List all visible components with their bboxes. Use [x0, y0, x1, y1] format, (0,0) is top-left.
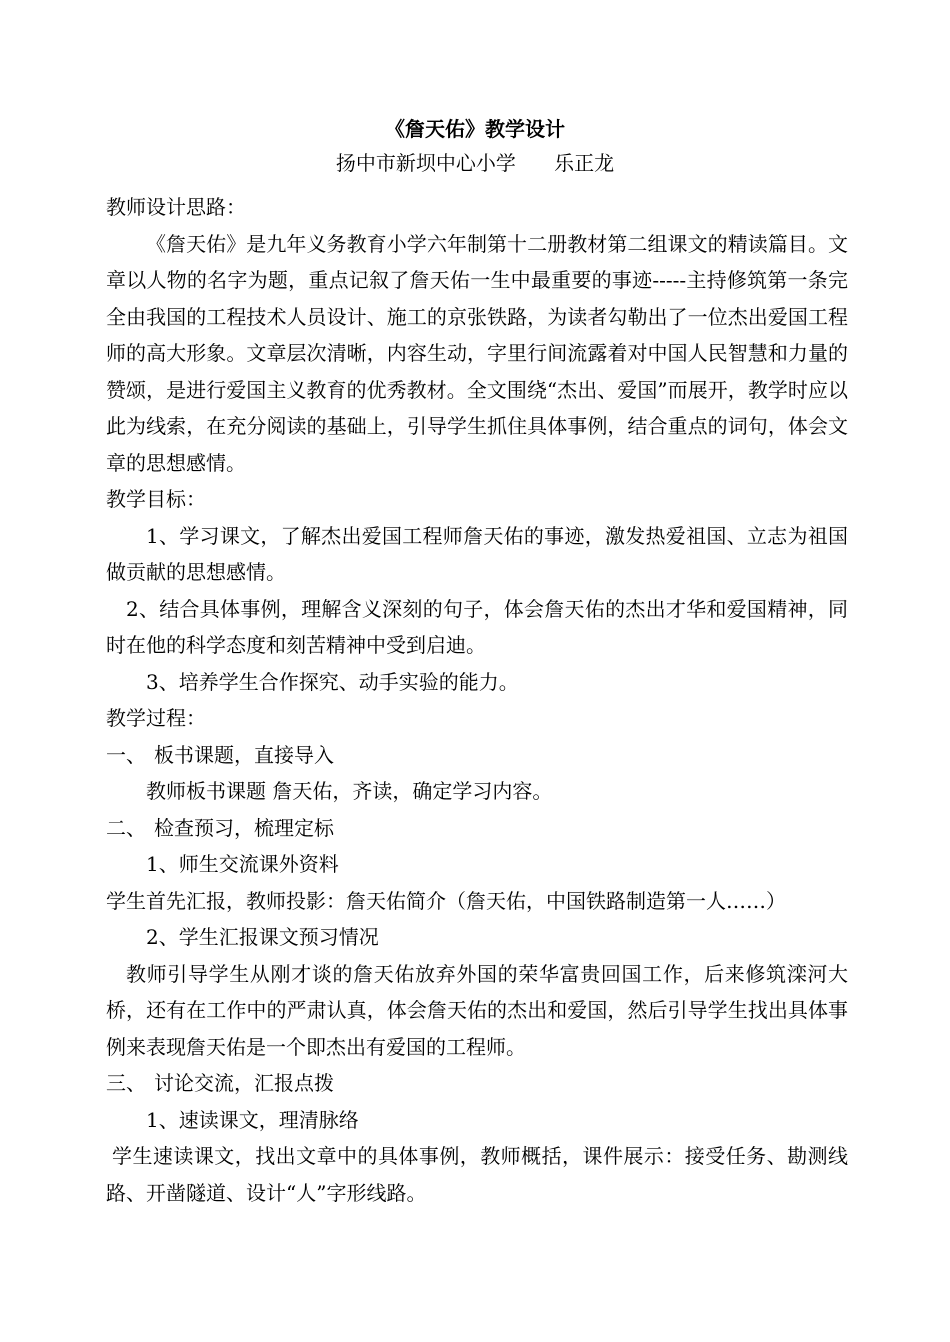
- step-2-heading: [106, 810, 848, 847]
- step-2-sub-2-body: 教师引导学生从刚才谈的詹天佑放弃外国的荣华富贵回国工作，后来修筑滦河大桥，还有在工作中的严肃认真，体会詹天佑的杰出和爱国，然后引导学生找出具体事例来表现詹天佑是一个即杰出有爱国的工程师。: [106, 961, 848, 1059]
- step-3-title: 讨论交流，汇报点拨: [154, 1071, 334, 1095]
- step-3-subheading-1: 1、速读课文，理清脉络: [146, 1107, 359, 1132]
- document-body: [106, 189, 848, 1211]
- step-2-subheading-1: 1、师生交流课外资料: [146, 852, 339, 876]
- thinking-paragraph: 《詹天佑》是九年义务教育小学六年制第十二册教材第二组课文的精读篇目。文章以人物的名字为题，重点记叙了詹天佑一生中最重要的事迹-----主持修筑第一条完全由我国的工程技术人员设计、施工的京张铁路，为读者勾勒出了一位杰出爱国工程师的高大形象。文章层次清晰，内容生动，字里行间流露着对中国人民智慧和力量的赞颂，是进行爱国主义教育的优秀教材。全文围绕“杰出、爱国”而展开，教学时应以此为线索，在充分阅读的基础上，引导学生抓住具体事例，结合重点的词句，体会文章的思想感情。: [106, 231, 848, 475]
- author-byline: 扬中市新坝中心小学 乐正龙: [335, 151, 615, 175]
- step-1-body: 教师板书课题 詹天佑，齐读，确定学习内容。: [146, 779, 553, 803]
- step-1-number: 一、: [106, 742, 146, 767]
- document-title: 《詹天佑》教学设计: [385, 117, 565, 141]
- step-3-number: 三、: [106, 1071, 146, 1095]
- step-1-title: 板书课题，直接导入: [154, 742, 334, 767]
- step-2-sub-1-body: 学生首先汇报，教师投影：詹天佑简介（詹天佑，中国铁路制造第一人……）: [106, 888, 786, 913]
- goals-heading: 教学目标：: [106, 487, 206, 511]
- step-1-heading: [106, 737, 848, 774]
- step-3-sub-1-body: 学生速读课文，找出文章中的具体事例，教师概括，课件展示：接受任务、勘测线路、开凿隧道、设计“人”字形线路。: [106, 1144, 848, 1205]
- step-2-subheading-2: 2、学生汇报课文预习情况: [146, 925, 379, 949]
- step-2-number: 二、: [106, 815, 146, 840]
- thinking-heading: 教师设计思路：: [106, 195, 246, 219]
- step-2-title: 检查预习，梳理定标: [154, 815, 334, 840]
- process-heading: 教学过程：: [106, 706, 206, 730]
- step-3-heading: [106, 1065, 848, 1102]
- goal-item-1: 1、学习课文，了解杰出爱国工程师詹天佑的事迹，激发热爱祖国、立志为祖国做贡献的思想感情。: [106, 523, 848, 584]
- goal-item-2: 2、结合具体事例，理解含义深刻的句子，体会詹天佑的杰出才华和爱国精神，同时在他的科学态度和刻苦精神中受到启迪。: [106, 596, 848, 657]
- goal-item-3: 3、培养学生合作探究、动手实验的能力。: [146, 669, 519, 694]
